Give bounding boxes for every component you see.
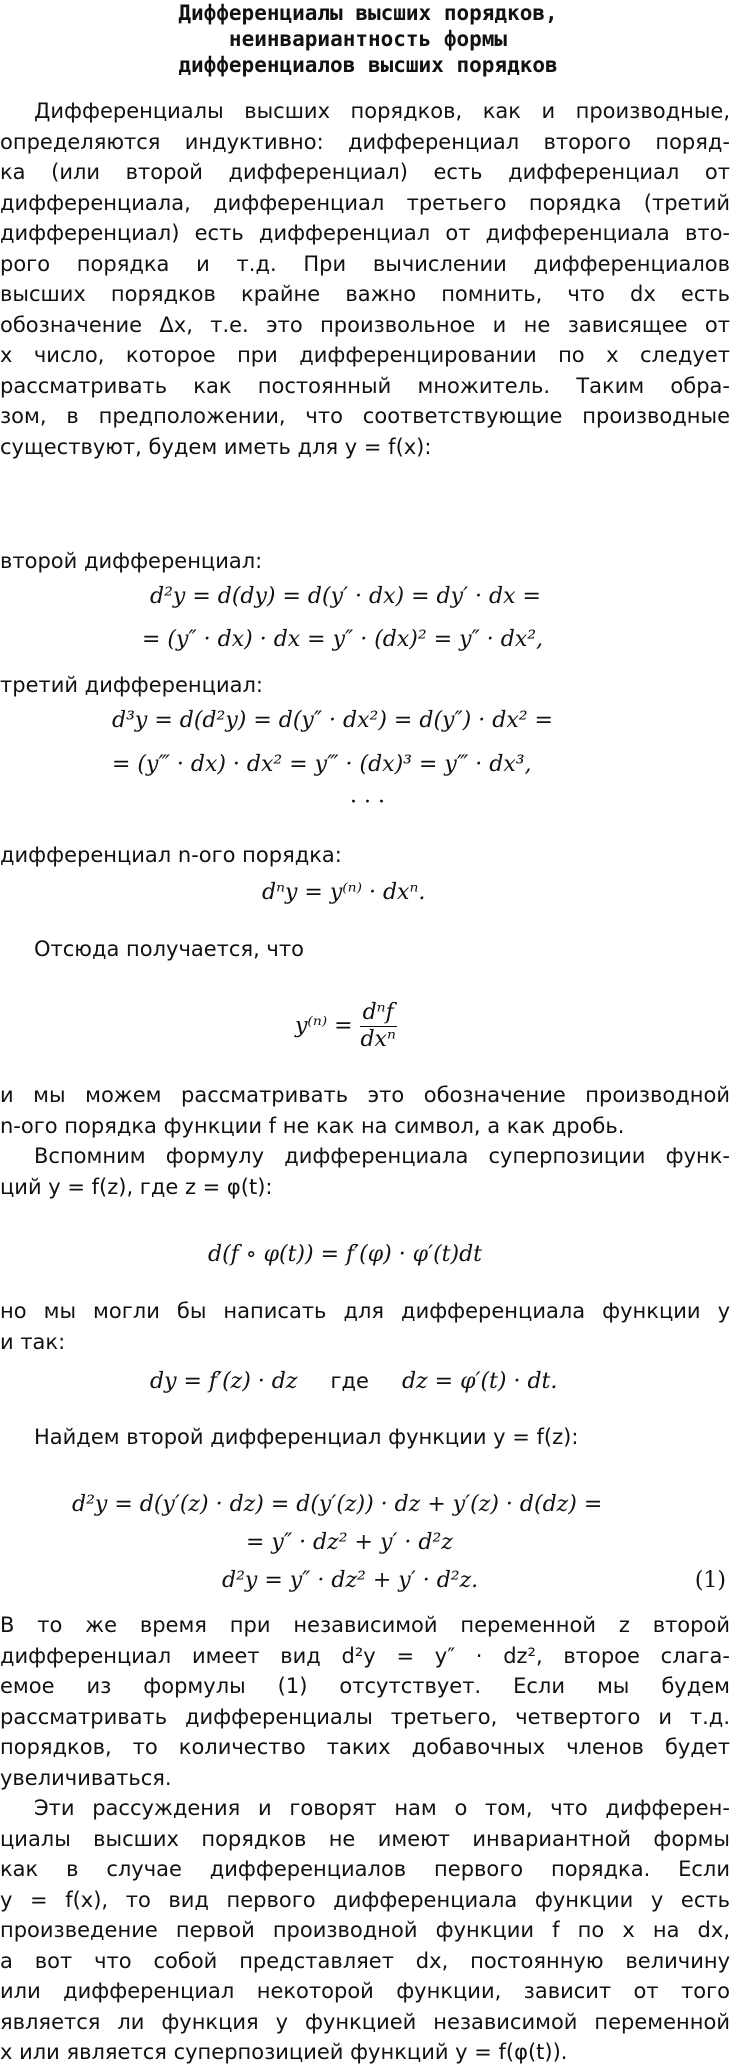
text-line: Вспомним формулу дифференциала суперпозиции функ- — [34, 1144, 730, 1168]
text-line: второй дифференциал: — [0, 549, 263, 573]
equation-line: d³y = d(d²y) = d(y″ · dx²) = d(y″) · dx² = — [112, 708, 553, 733]
equation-word: где — [330, 1369, 369, 1393]
text-line: Эти рассуждения и говорят нам о том, что дифферен- — [34, 1796, 730, 1820]
text-line: дифференциала, дифференциал третьего порядка (третий — [0, 190, 730, 215]
equation-line: d²y = y″ · dz² + y′ · d²z. — [222, 1568, 479, 1593]
text-line: существуют, будем иметь для y = f(x): — [0, 434, 432, 459]
text-line: Отсюда получается, что — [34, 937, 304, 961]
conclusion-paragraph — [0, 1793, 730, 2068]
fraction — [360, 1000, 397, 1053]
third-differential-label — [0, 670, 730, 701]
text-line: емое из формулы (1) отсутствует. Если мы будем — [0, 1674, 730, 1698]
text-line: ка (или второй дифференциал) есть дифференциал от — [0, 160, 730, 184]
text-line: третий дифференциал: — [0, 673, 263, 697]
text-line: произведение первой производной функции f по x на dx, — [0, 1918, 730, 1942]
fraction-note-paragraph — [0, 1080, 730, 1141]
derivative-fraction — [295, 1000, 397, 1053]
text-line: зом, в предположении, что соответствующие производные — [0, 404, 730, 428]
fraction-lhs: y⁽ⁿ⁾ = — [295, 1013, 353, 1039]
text-line: В то же время при независимой переменной z второй — [0, 1613, 730, 1637]
text-line: дифференциал имеет вид d²y = y″ · dz², второе слага- — [0, 1643, 730, 1668]
hence-paragraph — [0, 934, 730, 965]
text-line: обозначение Δx, т.е. это произвольное и не зависящее от — [0, 312, 730, 337]
text-line: n-ого порядка функции f не как на символ, а как дробь. — [0, 1113, 625, 1138]
fraction-numerator: dⁿf — [360, 1000, 397, 1027]
text-line: определяются индуктивно: дифференциал второго поряд- — [0, 129, 730, 154]
also-paragraph — [0, 1296, 730, 1357]
text-line: но мы могли бы написать для дифференциала функции y — [0, 1299, 730, 1323]
equation-line: d(f ∘ φ(t)) = f′(φ) · φ′(t)dt — [208, 1242, 483, 1267]
ellipsis: · · · — [350, 790, 385, 815]
text-line: или дифференциал некоторой функции, зависит от того — [0, 1979, 730, 2003]
second-differential-label — [0, 546, 730, 577]
equation-line: = (y″ · dx) · dx = y″ · (dx)² = y″ · dx², — [142, 627, 544, 652]
title-line: дифференциалов высших порядков — [178, 53, 558, 77]
nth-differential-label — [0, 840, 730, 871]
equation-line — [150, 1366, 557, 1398]
text-line: как в случае дифференциалов первого порядка. Если — [0, 1857, 730, 1881]
title-line: неинвариантность формы — [228, 27, 508, 51]
page-title — [0, 0, 736, 78]
superposition-paragraph — [0, 1141, 730, 1202]
equation-number: (1) — [694, 1568, 726, 1593]
text-line: x или является суперпозицией функций y = f(φ(t)). — [0, 2040, 568, 2064]
text-line: дифференциал) есть дифференциал от дифференциала вто- — [0, 221, 730, 245]
intro-paragraph — [0, 96, 730, 462]
equation-line: = (y‴ · dx) · dx² = y‴ · (dx)³ = y‴ · dx³, — [112, 752, 532, 777]
text-line: рассматривать как постоянный множитель. Таким обра- — [0, 373, 730, 398]
equation-left: dy = f′(z) · dz — [150, 1369, 298, 1394]
equation-line: d²y = d(y′(z) · dz) = d(y′(z)) · dz + y′(z) · d(dz) = — [72, 1492, 603, 1517]
equation-line: dⁿy = y⁽ⁿ⁾ · dxⁿ. — [262, 880, 426, 905]
text-line: y = f(x), то вид первого дифференциала функции y есть — [0, 1887, 730, 1912]
text-line: высших порядков крайне важно помнить, что dx есть — [0, 282, 730, 306]
find-paragraph — [0, 1422, 730, 1453]
text-line: и так: — [0, 1329, 66, 1354]
fraction-denominator: dxⁿ — [360, 1027, 396, 1052]
title-line: Дифференциалы высших порядков, — [178, 1, 558, 25]
equation-right: dz = φ′(t) · dt. — [401, 1369, 558, 1394]
text-line: Дифференциалы высших порядков, как и производные, — [34, 99, 730, 123]
equation-line: d²y = d(dy) = d(y′ · dx) = dy′ · dx = — [150, 584, 541, 609]
text-line: и мы можем рассматривать это обозначение производной — [0, 1083, 730, 1107]
text-line: дифференциал n-ого порядка: — [0, 843, 342, 867]
text-line: ций y = f(z), где z = φ(t): — [0, 1174, 273, 1199]
equation-line: = y″ · dz² + y′ · d²z — [246, 1530, 453, 1555]
independent-paragraph — [0, 1610, 730, 1793]
text-line: циалы высших порядков не имеют инвариантной формы — [0, 1826, 730, 1851]
text-line: рассматривать дифференциалы третьего, четвертого и т.д. — [0, 1704, 730, 1729]
text-line: является ли функция y функцией независимой переменной — [0, 2009, 730, 2034]
text-line: x число, которое при дифференцировании по x следует — [0, 343, 730, 367]
text-line: увеличиваться. — [0, 1765, 172, 1790]
text-line: Найдем второй дифференциал функции y = f(z): — [34, 1425, 579, 1449]
text-line: рого порядка и т.д. При вычислении дифференциалов — [0, 251, 730, 276]
text-line: порядков, то количество таких добавочных членов будет — [0, 1735, 730, 1759]
text-line: а вот что собой представляет dx, постоянную величину — [0, 1948, 730, 1973]
